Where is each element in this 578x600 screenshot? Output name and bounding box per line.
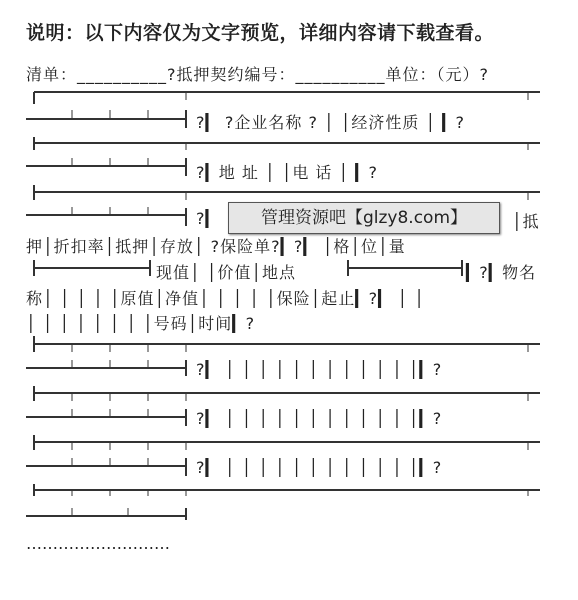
table-row-5: 现值│ │价值│地点 bbox=[156, 263, 296, 282]
watermark-banner: 管理资源吧【glzy8.com】 bbox=[228, 202, 500, 234]
rule-8 bbox=[348, 260, 462, 276]
form-header-line: 清单：__________?抵押契约编号：__________单位：（元）? bbox=[26, 65, 489, 84]
rule-12 bbox=[26, 409, 186, 426]
rule-1 bbox=[34, 92, 540, 104]
table-row-7: │ │ │ │ │ │ │ │号码│时间▎? bbox=[26, 314, 256, 333]
table-row-3: ?▎ bbox=[196, 209, 219, 228]
rule-5 bbox=[34, 185, 540, 200]
table-row-9: ?▎ │ │ │ │ │ │ │ │ │ │ │ │▎? bbox=[196, 409, 443, 428]
table-row-2: ?▎地 址 │ │电 话 │ ▎? bbox=[196, 163, 379, 182]
table-row-1: ?▎ ?企业名称 ? │ │经济性质 │ ▎? bbox=[196, 113, 465, 132]
table-row-8: ?▎ │ │ │ │ │ │ │ │ │ │ │ │▎? bbox=[196, 360, 443, 379]
rule-10 bbox=[26, 360, 186, 376]
table-row-10: ?▎ │ │ │ │ │ │ │ │ │ │ │ │▎? bbox=[196, 458, 443, 477]
continuation-dots: ……………………… bbox=[26, 534, 170, 553]
rule-16 bbox=[26, 508, 186, 520]
preview-notice: 说明：以下内容仅为文字预览，详细内容请下载查看。 bbox=[26, 22, 495, 44]
rule-2 bbox=[26, 110, 186, 128]
table-row-6: 称│ │ │ │ │原值│净值│ │ │ │ │保险│起止▎?▎ │ │ bbox=[26, 289, 425, 308]
rule-6 bbox=[26, 208, 186, 226]
table-row-3-tail: │抵 bbox=[512, 212, 540, 231]
rule-7 bbox=[34, 260, 150, 276]
table-row-4: 押│折扣率│抵押│存放│ ?保险单?▎?▎ │格│位│量 bbox=[26, 237, 406, 256]
rule-14 bbox=[26, 458, 186, 476]
rule-4 bbox=[26, 158, 186, 176]
table-row-5-tail: ▎?▎物名 bbox=[466, 263, 537, 282]
rule-3 bbox=[34, 137, 540, 150]
